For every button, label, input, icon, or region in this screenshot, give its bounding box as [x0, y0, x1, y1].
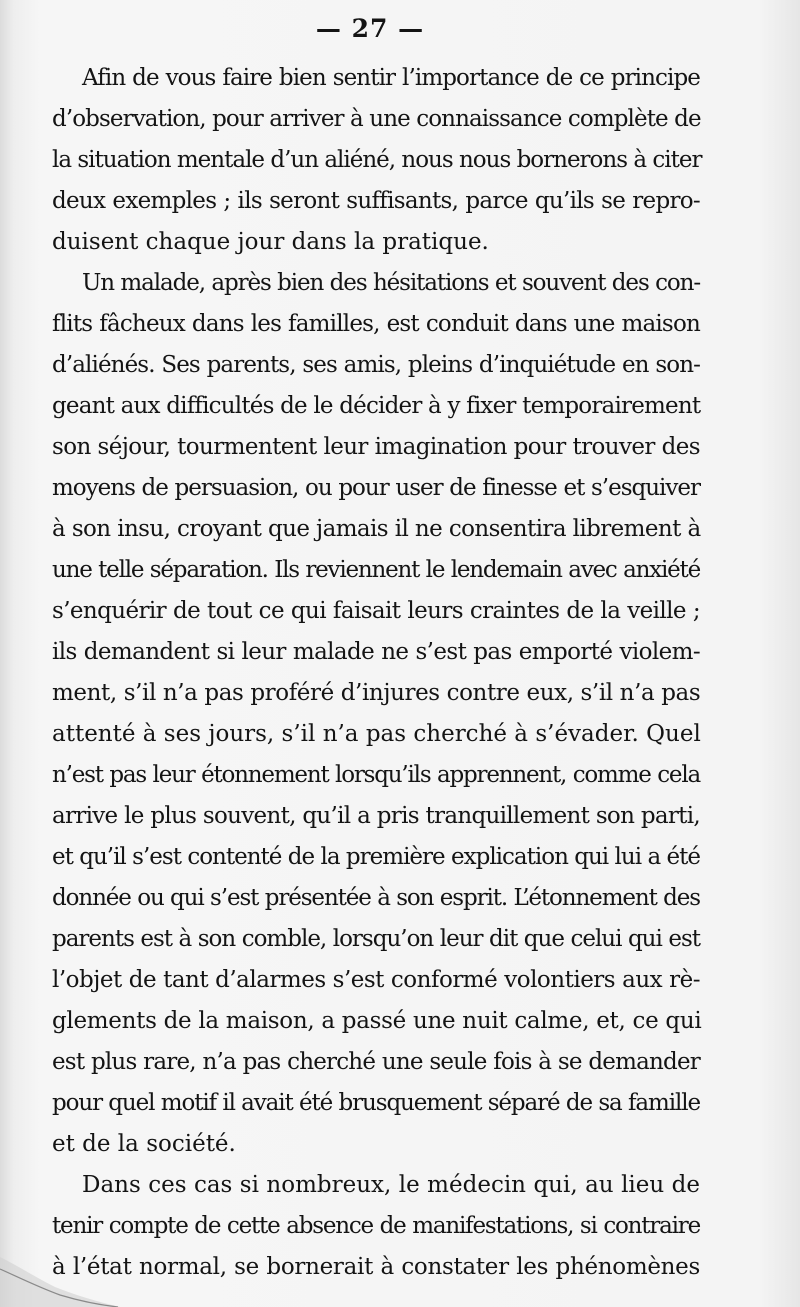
text-line: la situation mentale d’un aliéné, nous nous bornerons à citer — [52, 147, 702, 173]
text-line: attenté à ses jours, s’il n’a pas cherché à s’évader. Quel — [52, 721, 701, 747]
text-line: son séjour, tourmentent leur imagination pour trouver des — [52, 434, 700, 460]
text-line: est plus rare, n’a pas cherché une seule fois à se demander — [52, 1049, 700, 1075]
text-line: à son insu, croyant que jamais il ne consentira librement à — [52, 516, 701, 542]
text-line: duisent chaque jour dans la pratique. — [52, 229, 489, 255]
text-line: flits fâcheux dans les familles, est conduit dans une maison — [52, 311, 700, 337]
text-line: pour quel motif il avait été brusquement séparé de sa famille — [52, 1090, 700, 1116]
paragraph — [52, 263, 700, 1165]
text-line: s’enquérir de tout ce qui faisait leurs craintes de la veille ; — [52, 598, 700, 624]
text-line: arrive le plus souvent, qu’il a pris tranquillement son parti, — [52, 803, 700, 829]
text-line: tenir compte de cette absence de manifestations, si contraire — [52, 1213, 700, 1239]
text-line: n’est pas leur étonnement lorsqu’ils apprennent, comme cela — [52, 762, 700, 788]
text-line: parents est à son comble, lorsqu’on leur dit que celui qui est — [52, 926, 700, 952]
text-line: deux exemples ; ils seront suffisants, parce qu’ils se repro- — [52, 188, 700, 214]
text-line: ment, s’il n’a pas proféré d’injures contre eux, s’il n’a pas — [52, 680, 701, 706]
text-line: d’observation, pour arriver à une connaissance complète de — [52, 106, 701, 132]
text-line: et qu’il s’est contenté de la première explication qui lui a été — [52, 844, 700, 870]
text-line: d’aliénés. Ses parents, ses amis, pleins d’inquiétude en son- — [52, 352, 700, 378]
text-line: moyens de persuasion, ou pour user de finesse et s’esquiver — [52, 475, 700, 501]
text-line: Dans ces cas si nombreux, le médecin qui, au lieu de — [82, 1172, 700, 1198]
text-line: et de la société. — [52, 1131, 236, 1157]
text-line: donnée ou qui s’est présentée à son esprit. L’étonnement des — [52, 885, 700, 911]
text-line: glements de la maison, a passé une nuit calme, et, ce qui — [52, 1008, 702, 1034]
page-number: — 27 — — [315, 14, 425, 43]
text-line: geant aux difficultés de le décider à y fixer temporairement — [52, 393, 701, 419]
torn-corner-shadow — [0, 1237, 120, 1307]
text-line: Un malade, après bien des hésitations et souvent des con- — [82, 270, 700, 296]
paragraph — [52, 1165, 700, 1288]
body-text — [52, 58, 700, 1288]
text-line: ils demandent si leur malade ne s’est pas emporté violem- — [52, 639, 700, 665]
text-line: à l’état normal, se bornerait à constater les phénomènes — [52, 1254, 700, 1280]
paragraph — [52, 58, 700, 263]
text-line: une telle séparation. Ils reviennent le lendemain avec anxiété — [52, 557, 700, 583]
text-line: l’objet de tant d’alarmes s’est conformé volontiers aux rè- — [52, 967, 700, 993]
text-line: Afin de vous faire bien sentir l’importance de ce principe — [82, 65, 700, 91]
